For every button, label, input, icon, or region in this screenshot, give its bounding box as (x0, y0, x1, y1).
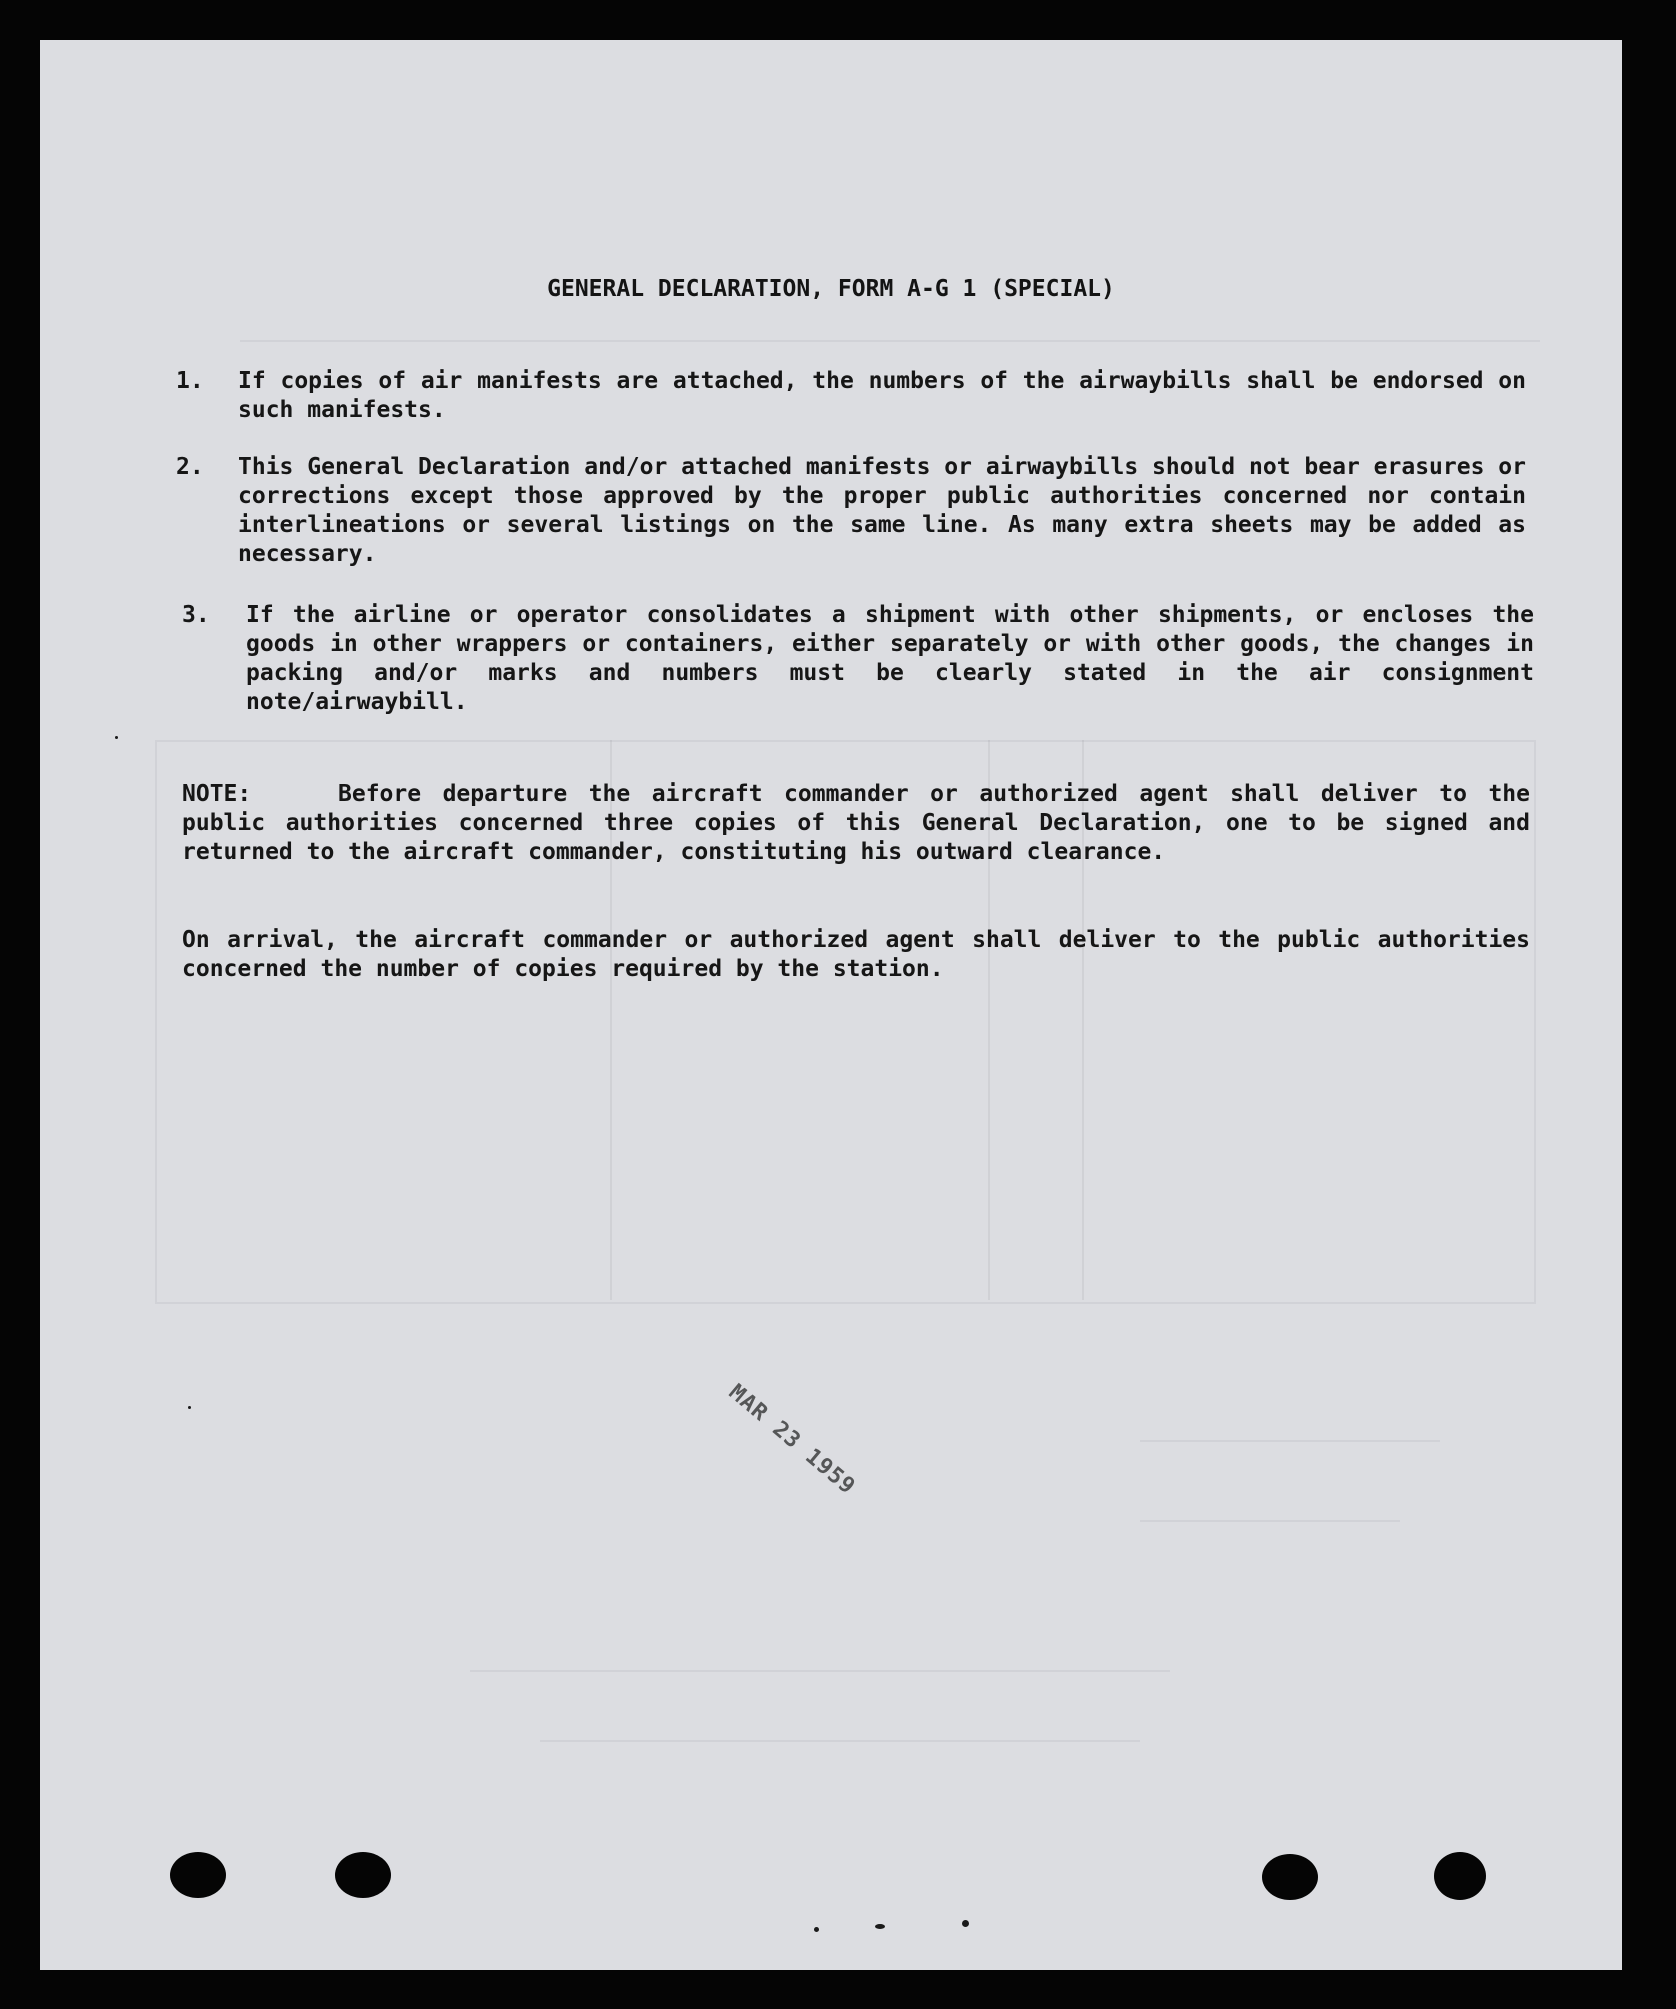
speck (962, 1920, 969, 1927)
punch-hole (170, 1852, 226, 1898)
item-number: 2. (176, 454, 204, 480)
item-text: If copies of air manifests are attached, the numbers of the airwaybills shall be endorsed on such manifests. (238, 368, 1526, 423)
punch-hole (1434, 1852, 1486, 1900)
show-through-line (540, 1740, 1140, 1742)
speck (875, 1924, 885, 1929)
show-through-line (240, 340, 1540, 342)
item-number: 1. (176, 368, 204, 394)
note-text: Before departure the aircraft commander or authorized agent shall deliver to the public authorities concerned three copies of this General Declaration, one to be signed and returned to the aircraft commander, constituting his outward clearance. (182, 781, 1530, 865)
note-label: NOTE: (182, 781, 252, 807)
item-text: This General Declaration and/or attached manifests or airwaybills should not bear erasures or corrections except those approved by the proper public authorities concerned nor contain interlineations or several listings on the same line. As many extra sheets may be added as necessary. (238, 454, 1526, 567)
punch-hole (335, 1852, 391, 1898)
punch-hole (1262, 1854, 1318, 1900)
speck (814, 1927, 819, 1932)
document-page (40, 40, 1622, 1970)
document-title: GENERAL DECLARATION, FORM A-G 1 (SPECIAL) (547, 276, 1115, 302)
speck (115, 736, 118, 739)
item-text: If the airline or operator consolidates a shipment with other shipments, or encloses the goods in other wrappers or containers, either separately or with other goods, the changes in packing and/or marks and numbers must be clearly stated in the air consignment note/airwaybill. (246, 602, 1534, 715)
date-stamp: MAR 23 1959 (723, 1380, 861, 1500)
show-through-line (470, 1670, 1170, 1672)
arrival-paragraph: On arrival, the aircraft commander or authorized agent shall deliver to the public authorities concerned the number of copies required by the station. (182, 927, 1530, 982)
speck (188, 1406, 191, 1409)
item-number: 3. (182, 602, 210, 628)
show-through-line (1140, 1520, 1400, 1522)
show-through-line (1140, 1440, 1440, 1442)
